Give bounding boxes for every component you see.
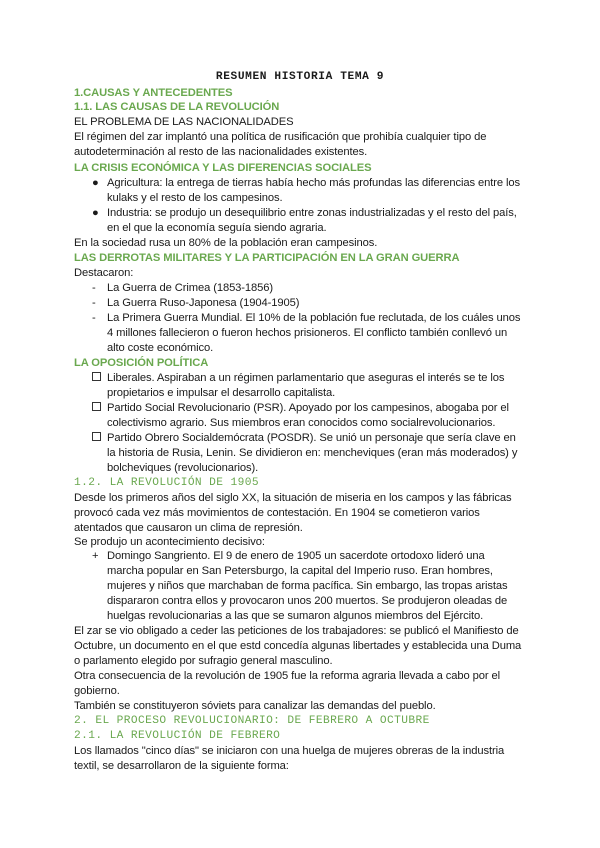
derrotas-heading: LAS DERROTAS MILITARES Y LA PARTICIPACIÓN EN LA GRAN GUERRA bbox=[74, 252, 460, 264]
paragraph-line: gobierno. bbox=[74, 685, 120, 697]
checkbox-icon bbox=[92, 432, 101, 441]
checkbox-icon bbox=[92, 402, 101, 411]
paragraph-line: o parlamento elegido por sufragio general masculino. bbox=[74, 655, 333, 667]
nacionalidades-heading: EL PROBLEMA DE LAS NACIONALIDADES bbox=[74, 116, 294, 128]
list-item: en el que la economía seguía siendo agraria. bbox=[107, 222, 327, 234]
list-item: dispararon contra ellos y provocaron unos 200 muertos. Se produjeron oleadas de bbox=[107, 595, 508, 607]
checkbox-icon bbox=[92, 372, 101, 381]
list-item: kulaks y el resto de los campesinos. bbox=[107, 192, 283, 204]
paragraph-line: Se produjo un acontecimiento decisivo: bbox=[74, 536, 265, 548]
bullet-icon: ● bbox=[92, 177, 99, 189]
paragraph-line: También se constituyeron sóviets para canalizar las demandas del pueblo. bbox=[74, 700, 436, 712]
list-item: la historia de Rusia, Lenin. Se dividieron en: mencheviques (eran más moderados) y bbox=[107, 447, 518, 459]
list-item: La Guerra Ruso-Japonesa (1904-1905) bbox=[107, 297, 300, 309]
list-item: alto coste económico. bbox=[107, 342, 214, 354]
section-2-1-heading: 2.1. LA REVOLUCIÓN DE FEBRERO bbox=[74, 730, 281, 742]
list-item: propietarios e impulsar el desarrollo capitalista. bbox=[107, 387, 336, 399]
document-title: RESUMEN HISTORIA TEMA 9 bbox=[215, 71, 385, 83]
paragraph-line: En la sociedad rusa un 80% de la población eran campesinos. bbox=[74, 237, 378, 249]
paragraph-line: autodeterminación al resto de las nacionalidades existentes. bbox=[74, 146, 368, 158]
list-item: Partido Social Revolucionario (PSR). Apoyado por los campesinos, abogaba por el bbox=[107, 402, 509, 414]
section-1-2-heading: 1.2. LA REVOLUCIÓN DE 1905 bbox=[74, 477, 259, 489]
paragraph-line: Desde los primeros años del siglo XX, la situación de miseria en los campos y las fábricas bbox=[74, 492, 512, 504]
paragraph-line: textil, se desarrollaron de la siguiente forma: bbox=[74, 760, 289, 772]
list-item: 4 millones fallecieron o fueron hechos prisioneros. El conflicto también conllevó un bbox=[107, 327, 508, 339]
section-1-heading: 1.CAUSAS Y ANTECEDENTES bbox=[74, 87, 233, 99]
paragraph-line: Los llamados "cinco días" se iniciaron con una huelga de mujeres obreras de la industria bbox=[74, 745, 505, 757]
paragraph-line: El régimen del zar implantó una política de rusificación que prohibía cualquier tipo de bbox=[74, 131, 487, 143]
crisis-heading: LA CRISIS ECONÓMICA Y LAS DIFERENCIAS SOCIALES bbox=[74, 162, 372, 174]
list-item: mujeres y niños que marchaban de forma pacífica. Sin embargo, las tropas aristas bbox=[107, 580, 508, 592]
paragraph-line: El zar se vio obligado a ceder las peticiones de los trabajadores: se publicó el Manifiesto de bbox=[74, 625, 519, 637]
dash-icon: - bbox=[92, 297, 96, 309]
list-item: huelgas revolucionarias a las que se sumaron algunos miembros del Ejército. bbox=[107, 610, 484, 622]
paragraph-line: atentados que causaron un clima de represión. bbox=[74, 522, 303, 534]
list-item: La Guerra de Crimea (1853-1856) bbox=[107, 282, 274, 294]
list-item: La Primera Guerra Mundial. El 10% de la población fue reclutada, de los cuáles unos bbox=[107, 312, 521, 324]
list-item: Partido Obrero Socialdemócrata (POSDR). Se unió un personaje que sería clave en bbox=[107, 432, 516, 444]
plus-icon: + bbox=[92, 550, 99, 562]
paragraph-line: provocó cada vez más movimientos de contestación. En 1904 se cometieron varios bbox=[74, 507, 480, 519]
paragraph-line: Octubre, un documento en el que estd concedía algunas libertades y establecida una Duma bbox=[74, 640, 522, 652]
list-item: Liberales. Aspiraban a un régimen parlamentario que aseguras el interés se te los bbox=[107, 372, 505, 384]
section-2-heading: 2. EL PROCESO REVOLUCIONARIO: DE FEBRERO A OCTUBRE bbox=[74, 715, 430, 727]
paragraph-line: Destacaron: bbox=[74, 267, 134, 279]
dash-icon: - bbox=[92, 312, 96, 324]
section-1-1-heading: 1.1. LAS CAUSAS DE LA REVOLUCIÓN bbox=[74, 101, 280, 113]
list-item: Agricultura: la entrega de tierras había hecho más profundas las diferencias entre los bbox=[107, 177, 521, 189]
paragraph-line: Otra consecuencia de la revolución de 1905 fue la reforma agraria llevada a cabo por el bbox=[74, 670, 501, 682]
oposicion-heading: LA OPOSICIÓN POLÍTICA bbox=[74, 357, 209, 369]
list-item: colectivismo agrario. Sus miembros eran conocidos como socialrevolucionarios. bbox=[107, 417, 496, 429]
list-item: marcha popular en San Petersburgo, la capital del Imperio ruso. Eran hombres, bbox=[107, 565, 493, 577]
list-item: Industria: se produjo un desequilibrio entre zonas industrializadas y el resto del país, bbox=[107, 207, 517, 219]
bullet-icon: ● bbox=[92, 207, 99, 219]
list-item: Domingo Sangriento. El 9 de enero de 1905 un sacerdote ortodoxo lideró una bbox=[107, 550, 485, 562]
dash-icon: - bbox=[92, 282, 96, 294]
list-item: bolcheviques (revolucionarios). bbox=[107, 462, 259, 474]
